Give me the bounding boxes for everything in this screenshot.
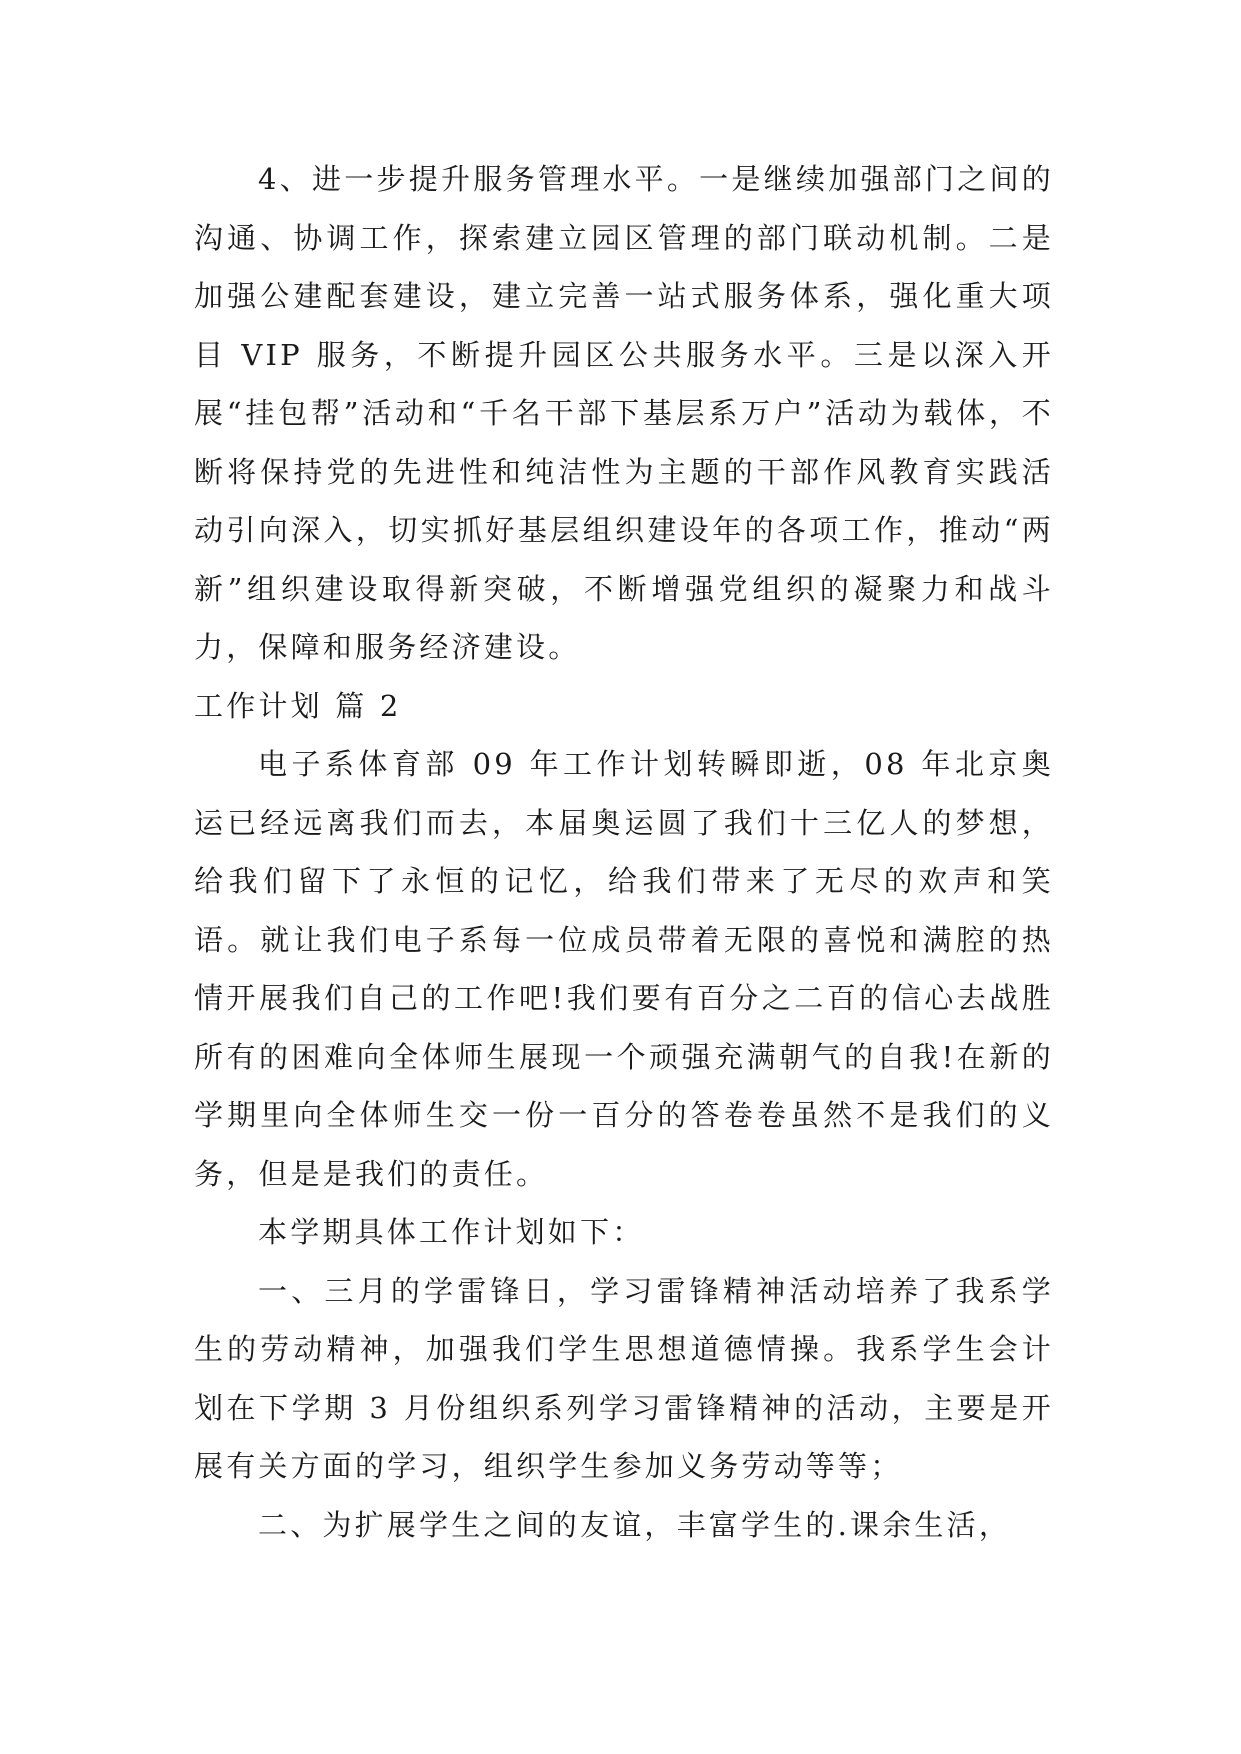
paragraph-intro: 电子系体育部 09 年工作计划转瞬即逝，08 年北京奥运已经远离我们而去，本届奥运圆了我们十三亿人的梦想，给我们留下了永恒的记忆，给我们带来了无尽的欢声和笑语。就让我们电子系每一位成员带着无限的喜悦和满腔的热情开展我们自己的工作吧!我们要有百分之二百的信心去战胜所有的困难向全体师生展现一个顽强充满朝气的自我!在新的学期里向全体师生交一份一百分的答卷卷虽然不是我们的义务，但是是我们的责任。 bbox=[194, 747, 1054, 1191]
section-heading: 工作计划 篇 2 bbox=[194, 688, 402, 723]
paragraph-item-one: 一、三月的学雷锋日，学习雷锋精神活动培养了我系学生的劳动精神，加强我们学生思想道德情操。我系学生会计划在下学期 3 月份组织系列学习雷锋精神的活动，主要是开展有关方面的学习，组织学生参加义务劳动等等； bbox=[194, 1273, 1054, 1483]
paragraph-service-management: 4、进一步提升服务管理水平。一是继续加强部门之间的沟通、协调工作，探索建立园区管理的部门联动机制。二是加强公建配套建设，建立完善一站式服务体系，强化重大项目 VIP 服务，不断提升园区公共服务水平。三是以深入开展“挂包帮”活动和“千名干部下基层系万户”活动为载体，不断将保持党的先进性和纯洁性为主题的干部作风教育实践活动引向深入，切实抓好基层组织建设年的各项工作，推动“两新”组织建设取得新突破，不断增强党组织的凝聚力和战斗力，保障和服务经济建设。 bbox=[194, 162, 1054, 664]
paragraph-item-two: 二、为扩展学生之间的友谊，丰富学生的.课余生活， bbox=[258, 1507, 1012, 1542]
document-page bbox=[194, 150, 1054, 1554]
paragraph-plan-lead: 本学期具体工作计划如下： bbox=[258, 1215, 645, 1249]
